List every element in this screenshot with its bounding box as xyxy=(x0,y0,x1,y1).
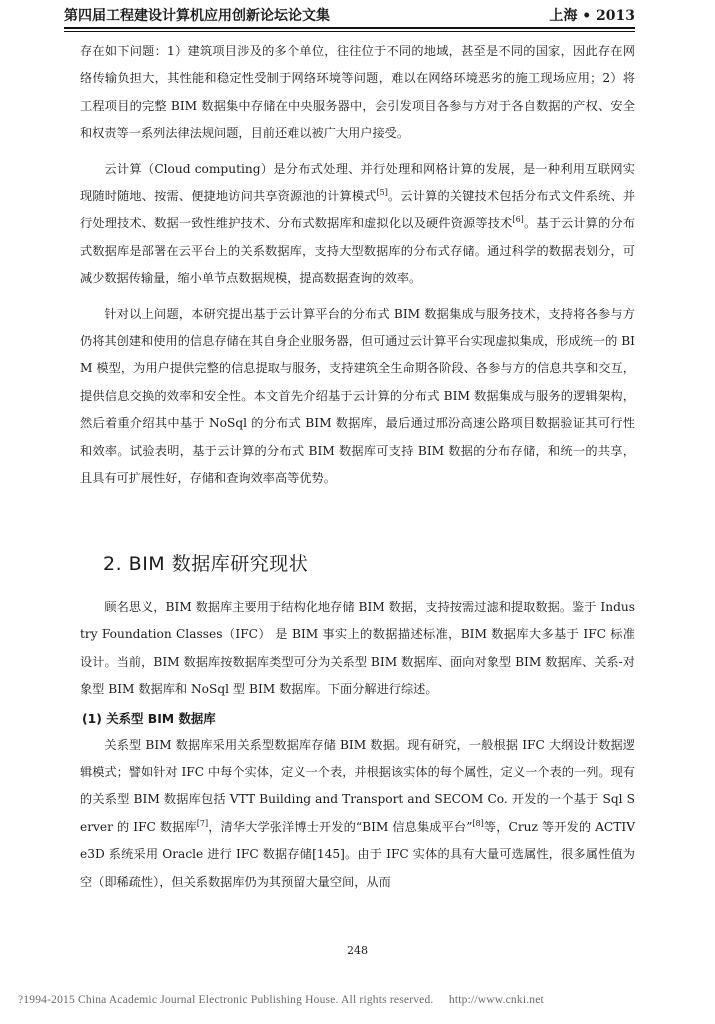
paragraph-text: 关系型 BIM 数据库采用关系型数据库存储 BIM 数据。现有研究，一般根据 IFC 大纲设计数据逻辑模式；譬如针对 IFC 中每个实体，定义一个表，并根据该实体的每个属性，定义一个表的一列。现有的关系型 BIM 数据库包括 VTT Building and Transport and SECOM Co. 开发的一个基于 Sql Server 的 IFC 数据库 xyxy=(80,737,635,834)
subsection-heading: (1) 关系型 BIM 数据库 xyxy=(82,710,216,726)
copyright-footer xyxy=(18,994,687,1006)
paragraph-text: 云计算（Cloud computing）是分布式处理、并行处理和网格计算的发展，是一种利用互联网实现随时随地、按需、便捷地访问共享资源池的计算模式 xyxy=(80,161,635,204)
header-location-year: 上海 • 2013 xyxy=(549,8,635,24)
paragraph-text: 。云计算的关键技术包括分布式文件系统、并行处理技术、数据一致性维护技术、分布式数据库和虚拟化以及硬件资源等技术 xyxy=(80,189,636,231)
header-title: 第四届工程建设计算机应用创新论坛论文集 xyxy=(64,8,330,24)
page-number: 248 xyxy=(347,944,368,957)
paragraph-text: ，清华大学张洋博士开发的“BIM 信息集成平台” xyxy=(208,819,473,834)
citation-ref: [8] xyxy=(472,818,484,828)
paragraph-text: 。基于云计算的分布式数据库是部署在云平台上的关系数据库，支持大型数据库的分布式存储。通过科学的数据表划分，可减少数据传输量，缩小单节点数据规模，提高数据查询的效率。 xyxy=(80,216,636,286)
running-header xyxy=(64,3,635,25)
paragraph-cloud-computing xyxy=(80,156,635,293)
citation-ref: [6] xyxy=(512,215,524,225)
paragraph-relational-bim xyxy=(80,732,635,896)
citation-ref: [7] xyxy=(196,818,209,828)
header-rule-thin xyxy=(64,31,635,32)
paragraph-research-proposal: 针对以上问题，本研究提出基于云计算平台的分布式 BIM 数据集成与服务技术，支持将各参与方仍将其创建和使用的信息存储在其自身企业服务器，但可通过云计算平台实现虚拟集成，形成统一的 BIM 模型，为用户提供完整的信息提取与服务，支持建筑全生命期各阶段、各参与方的信息共享和交互，提供信息交换的效率和安全性。本文首先介绍基于云计算的分布式 BIM 数据集成与服务的逻辑架构，然后着重介绍其中基于 NoSql 的分布式 BIM 数据库，最后通过邢汾高速公路项目数据验证其可行性和效率。试验表明，基于云计算的分布式 BIM 数据库可支持 BIM 数据的分布存储，和统一的共享，且具有可扩展性好，存储和查询效率高等优势。 xyxy=(80,306,635,486)
body-text-upper xyxy=(80,38,635,493)
citation-ref: [5] xyxy=(376,187,388,197)
paragraph-problems: 存在如下问题：1）建筑项目涉及的多个单位，往往位于不同的地域，甚至是不同的国家，因此存在网络传输负担大，其性能和稳定性受制于网络环境等问题，难以在网络环境恶劣的施工现场应用；2）将工程项目的完整 BIM 数据集中存储在中央服务器中，会引发项目各参与方对于各自数据的产权、安全和权责等一系列法律法规问题，目前还难以被广大用户接受。 xyxy=(80,44,635,141)
body-text-lower xyxy=(80,594,635,896)
paragraph-text: 等，Cruz 等开发的 ACTIVe3D 系统采用 Oracle 进行 IFC 数据存储[145]。由于 IFC 实体的具有大量可选属性，很多属性值为空（即稀疏性），但关系数据库仍为其预留大量空间，从而 xyxy=(80,819,635,889)
paragraph-bim-database-intro: 顾名思义，BIM 数据库主要用于结构化地存储 BIM 数据，支持按需过滤和提取数据。鉴于 Industry Foundation Classes（IFC） 是 BIM 事实上的数据描述标准，BIM 数据库大多基于 IFC 标准设计。当前，BIM 数据库按数据库类型可分为关系型 BIM 数据库、面向对象型 BIM 数据库、关系-对象型 BIM 数据库和 NoSql 型 BIM 数据库。下面分解进行综述。 xyxy=(80,600,635,697)
source-url: http://www.cnki.net xyxy=(448,994,544,1006)
header-rule-thick xyxy=(64,27,635,29)
section-heading: 2. BIM 数据库研究现状 xyxy=(103,553,309,575)
copyright-text: ?1994-2015 China Academic Journal Electronic Publishing House. All rights reserved. xyxy=(18,994,434,1006)
